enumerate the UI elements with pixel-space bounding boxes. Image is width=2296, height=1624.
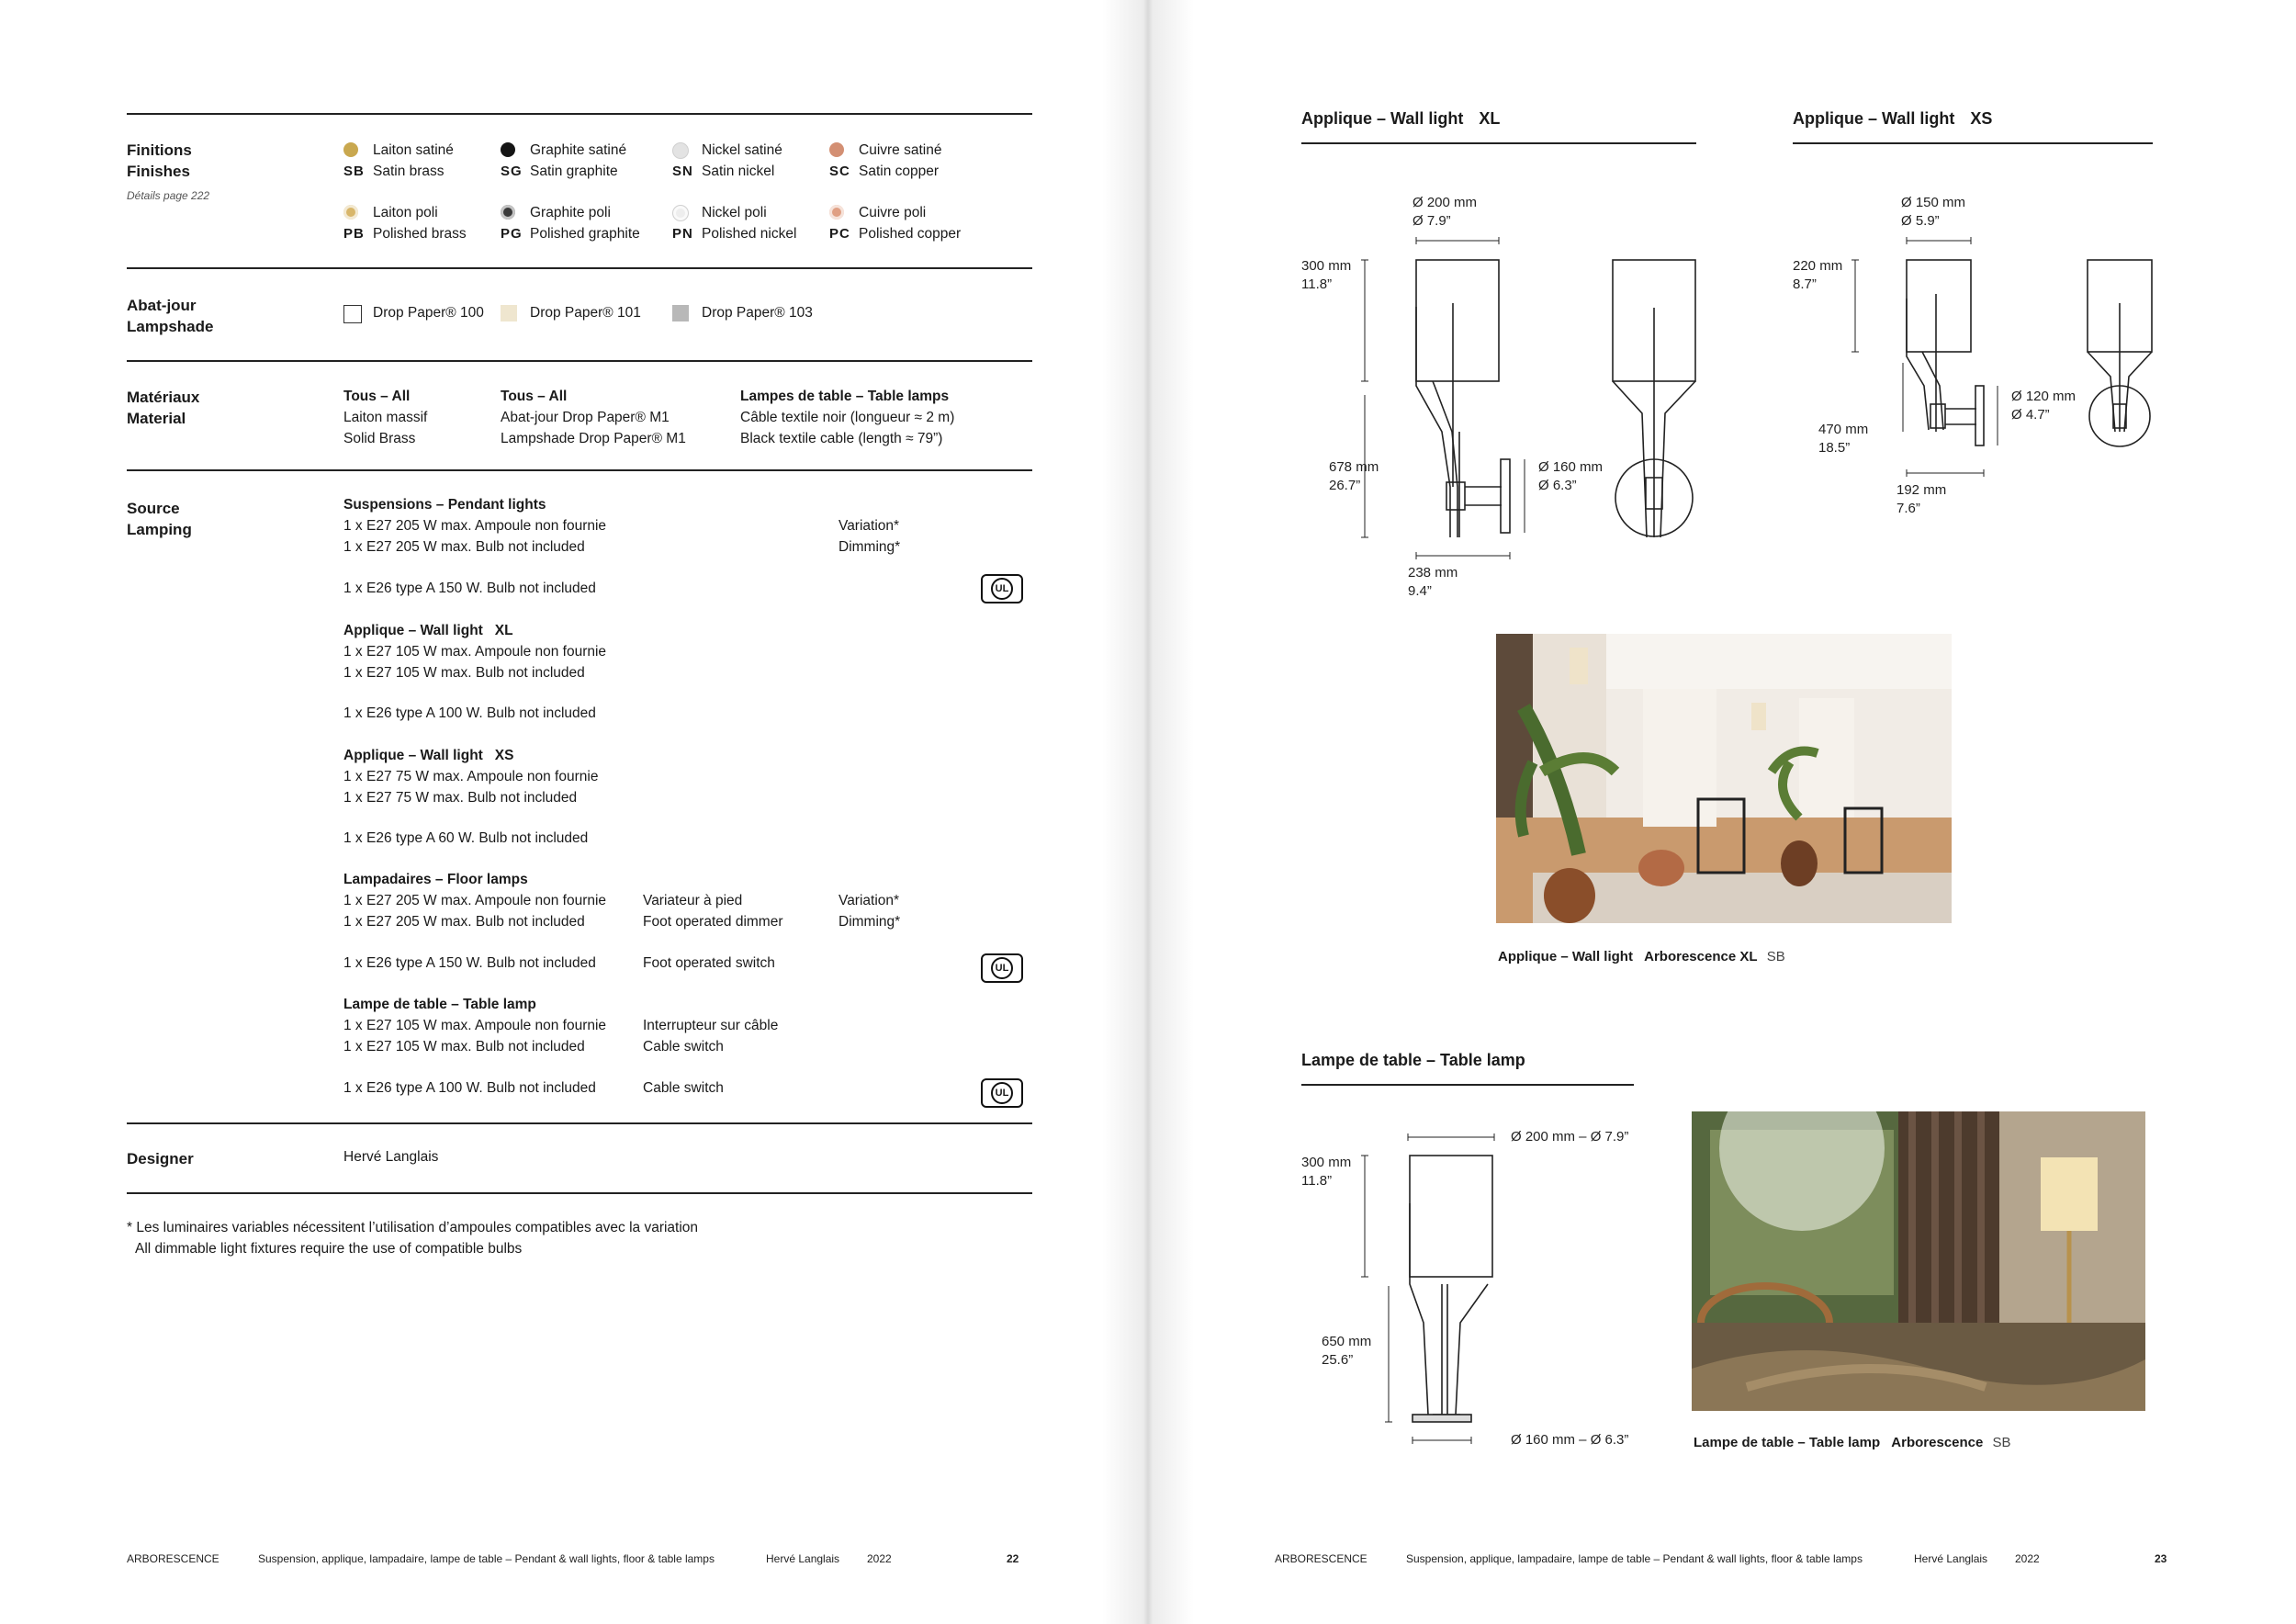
wall-xs-size: XS [1970, 109, 1993, 128]
table-lamp-dim-total-height: 650 mm 25.6” [1322, 1334, 1372, 1368]
finish-name-fr: Nickel satiné [702, 142, 782, 158]
lamping-table-switch [643, 1015, 778, 1057]
lamping-pendant [343, 494, 606, 558]
lamping-floor-us-switch: Foot operated switch [643, 955, 775, 971]
finish-name-fr: Laiton satiné [373, 142, 454, 158]
finish-swatch-pb [343, 205, 358, 220]
material-col-3 [740, 386, 954, 449]
lamping-wall-xs-line-2: 1 x E27 75 W max. Bulb not included [343, 790, 578, 806]
lamping-wall-xs [343, 745, 598, 808]
material-label-fr: Matériaux [127, 389, 200, 406]
wall-xl-dim-diameter-top: Ø 200 mm Ø 7.9” [1412, 195, 1478, 229]
finish-name-en: Polished nickel [702, 226, 797, 242]
finish-code: PB [343, 226, 365, 242]
finish-code: SB [343, 164, 365, 179]
lampshade-name: Drop Paper® 103 [702, 305, 813, 321]
finish-row [343, 223, 467, 244]
lamping-wall-xs-us: 1 x E26 type A 60 W. Bulb not included [343, 830, 589, 846]
finish-name-en: Satin copper [859, 164, 940, 179]
finish-row [672, 161, 774, 182]
photo-1-caption [1498, 946, 1785, 967]
finish-name-fr: Graphite poli [530, 205, 611, 220]
lamping-floor-head: Lampadaires – Floor lamps [343, 872, 528, 887]
lamping-wall-xs-head: Applique – Wall light XS [343, 748, 514, 763]
footnote-en: All dimmable light fixtures require the use of compatible bulbs [135, 1241, 523, 1257]
wall-xs-title: Applique – Wall light [1793, 109, 1955, 128]
finish-row [829, 161, 939, 182]
footer-description: Suspension, applique, lampadaire, lampe de table – Pendant & wall lights, floor & table lamps [258, 1552, 715, 1565]
divider [127, 469, 1032, 471]
finish-code: SN [672, 164, 693, 179]
footer-brand: ARBORESCENCE [127, 1552, 219, 1565]
finish-name-en: Satin nickel [702, 164, 775, 179]
lampshade-label-fr: Abat-jour [127, 297, 197, 314]
finish-name-en: Polished brass [373, 226, 467, 242]
divider [127, 1192, 1032, 1194]
wall-xl-dim-depth: 238 mm 9.4” [1408, 565, 1458, 599]
lamping-pendant-line-1: 1 x E27 205 W max. Ampoule non fournie [343, 518, 607, 534]
lamping-table-line-2: 1 x E27 105 W max. Bulb not included [343, 1039, 585, 1054]
footer-year: 2022 [2015, 1552, 2040, 1565]
lamping-pendant-us: 1 x E26 type A 150 W. Bulb not included [343, 581, 596, 596]
lamping-wall-xl-line-1: 1 x E27 105 W max. Ampoule non fournie [343, 644, 607, 660]
ul-certification-icon: UL [981, 953, 1023, 983]
wall-xl-dim-shade-height: 300 mm 11.8” [1301, 258, 1352, 292]
ul-certification-icon: UL [981, 574, 1023, 603]
variation-text: Variation* [838, 893, 900, 908]
designer-label: Designer [127, 1150, 194, 1167]
material-label-en: Material [127, 410, 186, 427]
lampshade-swatch [672, 305, 689, 321]
lampshade-swatch [501, 305, 517, 321]
finish-code: PC [829, 226, 850, 242]
lamping-pendant-line-2: 1 x E27 205 W max. Bulb not included [343, 539, 585, 555]
divider [1301, 1084, 1634, 1086]
wall-xs-dim-depth: 192 mm 7.6” [1896, 482, 1947, 516]
lampshade-name: Drop Paper® 101 [530, 305, 641, 321]
wall-xl-title: Applique – Wall light [1301, 109, 1464, 128]
lamping-pendant-dimming [838, 515, 900, 558]
lamping-floor [343, 869, 606, 932]
footer-description: Suspension, applique, lampadaire, lampe de table – Pendant & wall lights, floor & table lamps [1406, 1552, 1863, 1565]
dimming-text: Dimming* [838, 539, 901, 555]
finish-code: PN [672, 226, 693, 242]
finishes-note: Détails page 222 [127, 189, 210, 202]
interior-photo-wall-light [1496, 634, 1952, 923]
dimming-text: Dimming* [838, 914, 901, 930]
lamping-label-en: Lamping [127, 521, 192, 538]
finish-swatch-sn [672, 142, 689, 159]
footnote-fr: * Les luminaires variables nécessitent l’utilisation d’ampoules compatibles avec la variation [127, 1220, 699, 1235]
lamping-floor-line-2: 1 x E27 205 W max. Bulb not included [343, 914, 585, 930]
finish-code: SC [829, 164, 850, 179]
variation-text: Variation* [838, 518, 900, 534]
finish-row [501, 223, 640, 244]
finish-swatch-pg [501, 205, 515, 220]
divider [127, 360, 1032, 362]
footnote [127, 1217, 698, 1259]
finish-name-fr: Nickel poli [702, 205, 767, 220]
lamping-wall-xl-us: 1 x E26 type A 100 W. Bulb not included [343, 705, 596, 721]
material-col-1-line-2: Solid Brass [343, 431, 416, 446]
finish-code: PG [501, 226, 523, 242]
finish-swatch-pn [672, 205, 689, 221]
finish-code: SG [501, 164, 523, 179]
lampshade-label-en: Lampshade [127, 318, 214, 335]
photo-2-caption-name: Arborescence [1891, 1435, 1984, 1450]
finish-name-en: Satin brass [373, 164, 445, 179]
wall-xs-dim-diameter-top: Ø 150 mm Ø 5.9” [1901, 195, 1966, 229]
lamping-wall-xl-head: Applique – Wall light XL [343, 623, 513, 638]
finish-swatch-pc [829, 205, 844, 220]
lamping-floor-dimming [838, 890, 900, 932]
material-col-3-head: Lampes de table – Table lamps [740, 389, 950, 404]
material-col-1-line-1: Laiton massif [343, 410, 428, 425]
lamping-floor-us: 1 x E26 type A 150 W. Bulb not included [343, 955, 596, 971]
finish-row [501, 161, 618, 182]
material-col-1 [343, 386, 427, 449]
finish-row [829, 223, 961, 244]
footer-designer: Hervé Langlais [766, 1552, 840, 1565]
ul-certification-icon: UL [981, 1078, 1023, 1108]
photo-1-caption-code: SB [1766, 949, 1785, 964]
lamping-floor-switch [643, 890, 783, 932]
foot-dimmer-fr: Variateur à pied [643, 893, 743, 908]
cable-switch-fr: Interrupteur sur câble [643, 1018, 779, 1033]
finishes-label-fr: Finitions [127, 141, 192, 159]
table-lamp-dim-shade-height: 300 mm 11.8” [1301, 1155, 1352, 1189]
wall-xs-dim-shade-height: 220 mm 8.7” [1793, 258, 1843, 292]
cable-switch-en: Cable switch [643, 1039, 724, 1054]
photo-2-caption-code: SB [1992, 1435, 2011, 1450]
lamping-table [343, 994, 606, 1057]
material-col-1-head: Tous – All [343, 389, 411, 404]
lamping-label-fr: Source [127, 500, 180, 517]
finish-name-en: Polished copper [859, 226, 962, 242]
finish-name-fr: Graphite satiné [530, 142, 627, 158]
table-lamp-dim-diameter-top: Ø 200 mm – Ø 7.9” [1511, 1129, 1629, 1145]
wall-xl-dim-total-height: 678 mm 26.7” [1329, 459, 1379, 493]
footer-designer: Hervé Langlais [1914, 1552, 1988, 1565]
finish-name-en: Satin graphite [530, 164, 618, 179]
finish-name-en: Polished graphite [530, 226, 640, 242]
lamping-wall-xl [343, 620, 606, 683]
lampshade-swatch [343, 305, 362, 323]
designer-name: Hervé Langlais [343, 1149, 439, 1165]
finish-name-fr: Cuivre satiné [859, 142, 942, 158]
divider [127, 267, 1032, 269]
finish-name-fr: Cuivre poli [859, 205, 927, 220]
finish-row [343, 161, 445, 182]
material-col-3-line-1: Câble textile noir (longueur ≈ 2 m) [740, 410, 955, 425]
photo-2-caption [1694, 1432, 2011, 1453]
lamping-floor-line-1: 1 x E27 205 W max. Ampoule non fournie [343, 893, 607, 908]
photo-1-caption-type: Applique – Wall light [1498, 949, 1633, 964]
photo-1-caption-name: Arborescence XL [1644, 949, 1758, 964]
table-lamp-heading: Lampe de table – Table lamp [1301, 1051, 1525, 1069]
table-lamp-dim-base-diameter: Ø 160 mm – Ø 6.3” [1511, 1432, 1629, 1448]
material-col-2-head: Tous – All [501, 389, 568, 404]
material-col-2-line-1: Abat-jour Drop Paper® M1 [501, 410, 670, 425]
lamping-table-line-1: 1 x E27 105 W max. Ampoule non fournie [343, 1018, 607, 1033]
lamping-table-us-switch: Cable switch [643, 1080, 724, 1096]
lamping-pendant-head: Suspensions – Pendant lights [343, 497, 546, 513]
footer-page-number: 23 [2155, 1552, 2167, 1565]
lamping-table-us: 1 x E26 type A 100 W. Bulb not included [343, 1080, 596, 1096]
lamping-wall-xs-line-1: 1 x E27 75 W max. Ampoule non fournie [343, 769, 599, 784]
bedroom-photo-table-lamp [1692, 1111, 2145, 1411]
finish-swatch-sc [829, 142, 844, 157]
finish-swatch-sg [501, 142, 515, 157]
finishes-label-en: Finishes [127, 163, 190, 180]
material-col-2-line-2: Lampshade Drop Paper® M1 [501, 431, 686, 446]
wall-xs-dim-total-height: 470 mm 18.5” [1818, 422, 1869, 456]
footer-year: 2022 [867, 1552, 892, 1565]
material-col-2 [501, 386, 686, 449]
footer-brand: ARBORESCENCE [1275, 1552, 1367, 1565]
foot-dimmer-en: Foot operated dimmer [643, 914, 783, 930]
footer-page-number: 22 [1007, 1552, 1019, 1565]
divider [127, 113, 1032, 115]
wall-xs-dim-plate-diameter: Ø 120 mm Ø 4.7” [2011, 389, 2077, 423]
lampshade-name: Drop Paper® 100 [373, 305, 484, 321]
wall-xl-size: XL [1479, 109, 1501, 128]
divider [127, 1122, 1032, 1124]
right-page [1148, 0, 2296, 1624]
finish-swatch-sb [343, 142, 358, 157]
lamping-wall-xl-line-2: 1 x E27 105 W max. Bulb not included [343, 665, 585, 681]
wall-xl-dim-plate-diameter: Ø 160 mm Ø 6.3” [1538, 459, 1604, 493]
finish-name-fr: Laiton poli [373, 205, 438, 220]
finish-row [672, 223, 796, 244]
lamping-table-head: Lampe de table – Table lamp [343, 997, 536, 1012]
material-col-3-line-2: Black textile cable (length ≈ 79”) [740, 431, 943, 446]
photo-2-caption-type: Lampe de table – Table lamp [1694, 1435, 1881, 1450]
